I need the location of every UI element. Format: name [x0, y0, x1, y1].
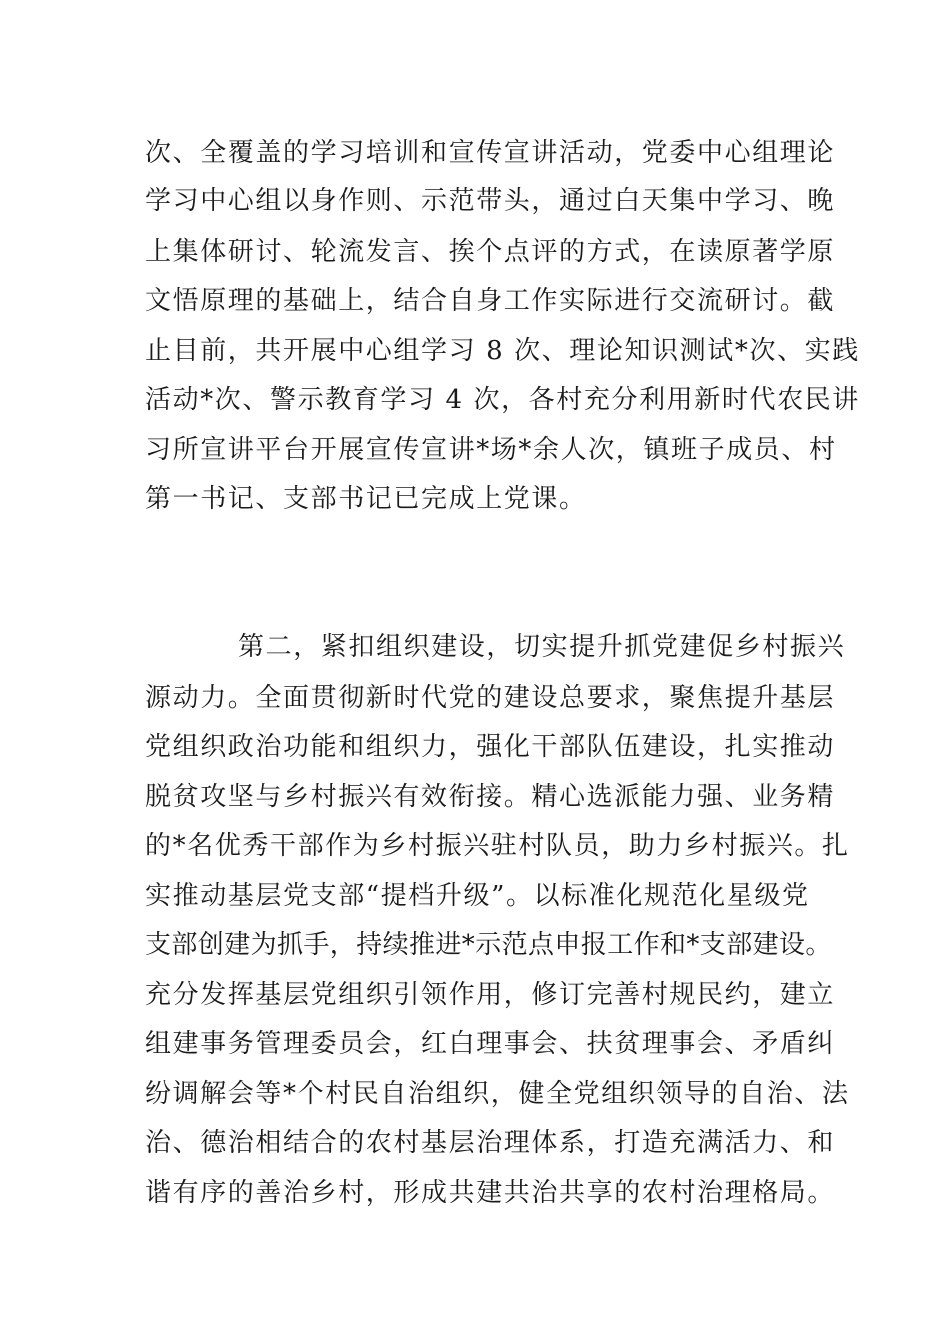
paragraph-1-line-3: 上集体研讨、轮流发言、挨个点评的方式，在读原著学原: [145, 237, 836, 267]
paragraph-2-line-9: 组建事务管理委员会，红白理事会、扶贫理事会、矛盾纠: [145, 1029, 836, 1059]
paragraph-1-line-4: 文悟原理的基础上，结合自身工作实际进行交流研讨。截: [145, 286, 836, 316]
paragraph-2-line-2: 源动力。全面贯彻新时代党的建设总要求，聚焦提升基层: [145, 683, 836, 713]
paragraph-2-line-5: 的*名优秀干部作为乡村振兴驻村队员，助力乡村振兴。扎: [145, 831, 850, 861]
paragraph-2-line-3: 党组织政治功能和组织力，强化干部队伍建设，扎实推动: [145, 732, 836, 762]
paragraph-2-line-12: 谐有序的善治乡村，形成共建共治共享的农村治理格局。: [145, 1178, 836, 1208]
paragraph-1-line-5: 止目前，共开展中心组学习 8 次、理论知识测试*次、实践: [145, 336, 860, 366]
paragraph-2-line-11: 治、德治相结合的农村基层治理体系，打造充满活力、和: [145, 1128, 836, 1158]
paragraph-2-line-7: 支部创建为抓手，持续推进*示范点申报工作和*支部建设。: [145, 930, 832, 960]
paragraph-2-line-1: 第二，紧扣组织建设，切实提升抓党建促乡村振兴: [238, 632, 846, 662]
paragraph-1-line-6: 活动*次、警示教育学习 4 次，各村充分利用新时代农民讲: [145, 385, 860, 415]
paragraph-1-line-8: 第一书记、支部书记已完成上党课。: [145, 484, 587, 514]
paragraph-1-line-1: 次、全覆盖的学习培训和宣传宣讲活动，党委中心组理论: [145, 138, 836, 168]
paragraph-1-line-2: 学习中心组以身作则、示范带头，通过白天集中学习、晚: [145, 186, 836, 216]
paragraph-1-line-7: 习所宣讲平台开展宣传宣讲*场*余人次，镇班子成员、村: [145, 435, 837, 465]
paragraph-2-line-10: 纷调解会等*个村民自治组织，健全党组织领导的自治、法: [145, 1079, 850, 1109]
paragraph-2-line-6: 实推动基层党支部“提档升级”。以标准化规范化星级党: [145, 881, 810, 911]
paragraph-2-line-4: 脱贫攻坚与乡村振兴有效衔接。精心选派能力强、业务精: [145, 782, 836, 812]
paragraph-2-line-8: 充分发挥基层党组织引领作用，修订完善村规民约，建立: [145, 980, 836, 1010]
